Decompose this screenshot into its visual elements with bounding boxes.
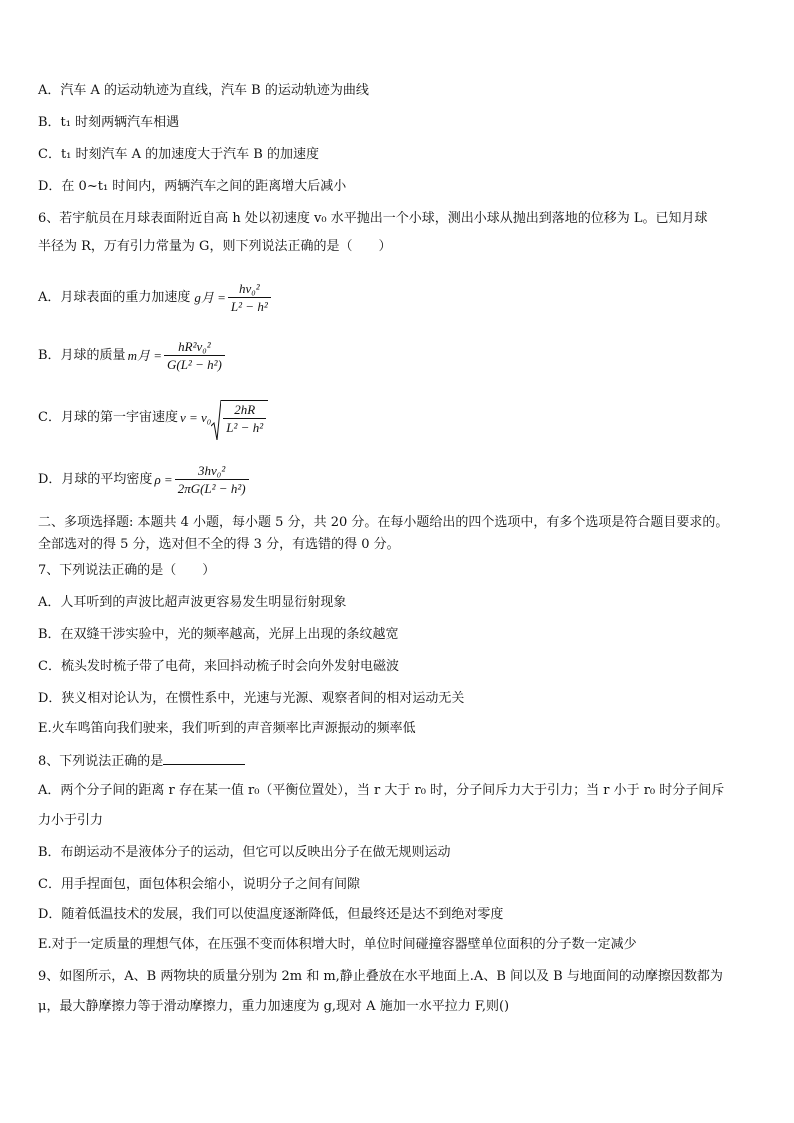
q8-option-a-line2: 力小于引力 [38,813,104,828]
q8-option-e: E.对于一定质量的理想气体，在压强不变而体积增大时，单位时间碰撞容器壁单位面积的分子数一定减少 [38,937,637,952]
q6-option-a-fraction [228,280,271,315]
section2-heading-line2: 全部选对的得 5 分，选对但不全的得 3 分，有选错的得 0 分。 [38,537,400,552]
q7-option-a: A．人耳听到的声波比超声波更容易发生明显衍射现象 [38,595,347,610]
q6-option-b-fraction [164,338,225,373]
q8-option-c: C．用手捏面包，面包体积会缩小，说明分子之间有间隙 [38,877,360,892]
q9-stem-line1: 9、如图所示，A、B 两物块的质量分别为 2m 和 m,静止叠放在水平地面上.A、B 间以及 B 与地面间的动摩擦因数都为 [38,969,723,984]
q6-option-a-label: A．月球表面的重力加速度 [38,289,191,305]
section2-heading-line1: 二、多项选择题: 本题共 4 小题，每小题 5 分，共 20 分。在每小题给出的四个选项中，有多个选项是符合题目要求的。 [38,515,729,530]
q8-stem: 8、下列说法正确的是 [38,754,164,769]
q8-option-b: B．布朗运动不是液体分子的运动，但它可以反映出分子在做无规则运动 [38,845,451,860]
q6-option-c-lhs: v = v₀ [179,410,212,425]
q6-option-c [38,400,268,436]
q6-option-d-label: D．月球的平均密度 [38,471,153,487]
q6-option-b-lhs: m月 = [127,347,162,363]
q6-option-b-denominator: G(L² − h²) [166,357,222,372]
q6-option-a [38,280,273,315]
q6-option-c-label: C．月球的第一宇宙速度 [38,410,178,425]
q6-option-a-denominator: L² − h² [230,299,268,314]
q6-stem-line1: 6、若宇航员在月球表面附近自高 h 处以初速度 v₀ 水平抛出一个小球，测出小球从抛出到落地的位移为 L。已知月球 [38,211,708,226]
q7-option-c: C．梳头发时梳子带了电荷，来回抖动梳子时会向外发射电磁波 [38,659,399,674]
q7-option-b: B．在双缝干涉实验中，光的频率越高，光屏上出现的条纹越宽 [38,627,399,642]
q6-option-d-numerator: 3hv₀² [175,462,249,480]
q6-option-d-denominator: 2πG(L² − h²) [177,481,246,496]
q5-option-a: A．汽车 A 的运动轨迹为直线，汽车 B 的运动轨迹为曲线 [38,83,369,98]
q7-option-d: D．狭义相对论认为，在惯性系中，光速与光源、观察者间的相对运动无关 [38,691,465,706]
q6-option-a-lhs: g月 = [194,289,226,305]
q6-option-b-label: B．月球的质量 [38,347,126,363]
q8-option-a-line1: A．两个分子间的距离 r 存在某一值 r₀（平衡位置处），当 r 大于 r₀ 时，分子间斥力大于引力；当 r 小于 r₀ 时分子间斥 [38,783,725,798]
q6-option-a-numerator: hv₀² [228,280,271,298]
q5-option-b: B．t₁ 时刻两辆汽车相遇 [38,115,180,130]
q6-option-c-denominator: L² − h² [226,420,264,435]
q7-stem: 7、下列说法正确的是（ ） [38,563,216,578]
answer-blank [163,752,245,765]
q6-option-c-sqrt [211,400,268,436]
q6-option-d-fraction [175,462,249,497]
q7-option-e: E.火车鸣笛向我们驶来，我们听到的声音频率比声源振动的频率低 [38,721,416,736]
q6-option-c-fraction [223,401,266,436]
q8-option-d: D．随着低温技术的发展，我们可以使温度逐渐降低，但最终还是达不到绝对零度 [38,907,504,922]
q5-option-d: D．在 0~t₁ 时间内，两辆汽车之间的距离增大后减小 [38,179,347,194]
q6-stem-line2: 半径为 R，万有引力常量为 G，则下列说法正确的是（ ） [38,239,392,254]
q9-stem-line2: μ，最大静摩擦力等于滑动摩擦力，重力加速度为 g,现对 A 施加一水平拉力 F,则() [38,999,510,1014]
radical-sign-icon [211,400,221,440]
q6-option-d [38,462,251,497]
q6-option-b-numerator: hR²v₀² [164,338,225,356]
q6-option-b [38,338,227,373]
q8-stem-row [38,752,245,771]
q6-option-d-lhs: ρ = [154,471,173,487]
q6-option-c-numerator: 2hR [223,401,266,419]
q5-option-c: C．t₁ 时刻汽车 A 的加速度大于汽车 B 的加速度 [38,147,319,162]
